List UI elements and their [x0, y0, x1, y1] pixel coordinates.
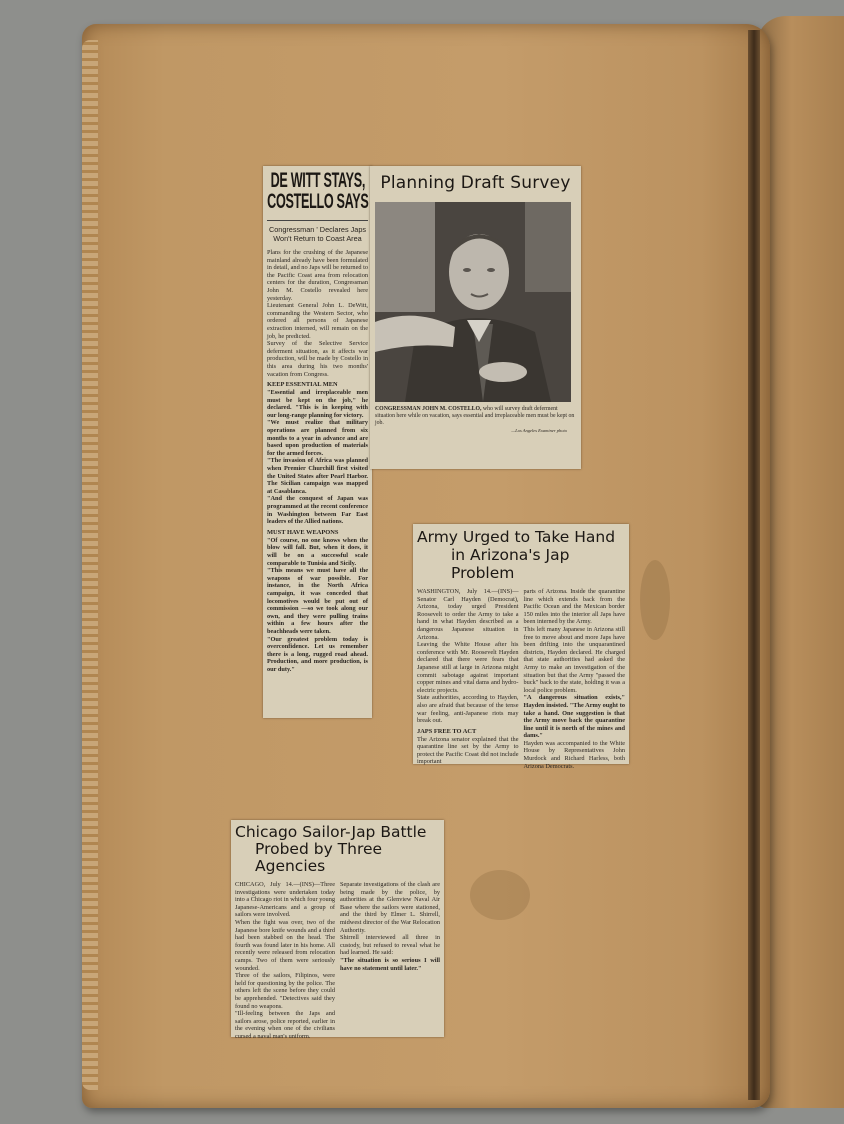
headline-line-2: in Arizona's Jap Problem	[451, 546, 570, 582]
paragraph: "Essential and irreplaceable men must be kept on the job," he declared. "This is in keeping with our long-range planning for victory.	[267, 389, 368, 419]
paragraph: "And the conquest of Japan was programmed at the recent conference in Washington between Far East leaders of the Allied nations.	[267, 495, 368, 526]
headline-line-2: COSTELLO SAYS	[266, 190, 369, 213]
paragraph: "The invasion of Africa was planned when Premier Churchill first visited the United States after Pearl Harbor. The Sicilian campaign was mapped at Casablanca.	[267, 457, 368, 495]
subheading: KEEP ESSENTIAL MEN	[267, 381, 338, 389]
caption-name: CONGRESSMAN JOHN M. COSTELLO,	[375, 406, 482, 412]
paragraph: Plans for the crushing of the Japanese mainland already have been formulated in detail, and no Japs will be returned to the Pacific Coast area from relocation centers for the duration, Congressman John M. Costello revealed here yesterday.	[267, 249, 368, 302]
paragraph: Lieutenant General John L. DeWitt, commanding the Western Sector, who ordered all persons of Japanese extraction interned, will remain on the job, he predicted.	[267, 302, 368, 340]
subheading: JAPS FREE TO ACT	[417, 727, 477, 735]
paragraph: Survey of the Selective Service deferment situation, as it affects war production, will be made by Costello in this area during his two months' vacation from Congress.	[267, 340, 368, 378]
paragraph: "Of course, no one knows when the blow will fall. But, when it does, it will be on a successful scale comparable to Tunisia and Sicily.	[267, 536, 368, 567]
paragraph: State authorities, according to Hayden, also are afraid that because of the tense war feeling, anti-Japanese riots may break out.	[417, 694, 519, 725]
page-edge	[82, 40, 98, 1090]
paragraph: "Ill-feeling between the Japs and sailors arose, police reported, earlier in the evening when one of the civilians cursed a naval man's uniform.	[235, 1010, 335, 1040]
book-spine	[748, 30, 760, 1100]
subheading: MUST HAVE WEAPONS	[267, 528, 339, 536]
clipping-chicago	[231, 820, 444, 1040]
headline-line-1: Chicago Sailor-Jap Battle	[235, 823, 427, 841]
paragraph: Separate investigations of the clash are being made by the police, by authorities at the Glenview Naval Air Base where the sailors were stationed, and the third by Elmer L. Shirrell, midwest director of the War Relocation Authority.	[340, 881, 440, 934]
photo-caption	[375, 406, 575, 434]
headline: Planning Draft Survey	[380, 173, 571, 193]
clipping-draft-survey	[370, 166, 581, 469]
headline-deck: Congressman ' Declares Japs Won't Return to Coast Area	[267, 220, 368, 243]
headline-line-1: Army Urged to Take Hand	[417, 528, 616, 546]
paragraph: CHICAGO, July 14.—(INS)—Three investigations were undertaken today into a Chicago riot in which four young Japanese-Americans and a group of sailors were involved.	[235, 881, 335, 919]
paragraph: Leaving the White House after his conference with Mr. Roosevelt Hayden declared that there were fears that Japanese still at large in Arizona might commit sabotage against important copper mines and vital dams and hydro-electric projects.	[417, 641, 519, 694]
paragraph: Three of the sailors, Filipinos, were held for questioning by the police. The others left the scene before they could be apprehended. "Detectives said they found no weapons.	[235, 972, 335, 1010]
paragraph: parts of Arizona. Inside the quarantine line which extends back from the Pacific Ocean and the Mexican border 150 miles into the interior all Japs have been interned by the Army.	[523, 588, 625, 626]
paragraph: The Arizona senator explained that the quarantine line set by the Army to protect the Pacific Coast did not include important	[417, 735, 519, 766]
paragraph: Shirrell interviewed all three in custody, but refused to reveal what he had learned. He said:	[340, 934, 440, 957]
paragraph: Hayden was accompanied to the White House by Representatives John Murdock and Richard Harless, both Arizona Democrats.	[523, 739, 625, 770]
caption-text: who will survey draft deferment situation here while on vacation, says essential and irreplaceable men must be kept on job.	[375, 406, 575, 426]
paragraph: WASHINGTON, July 14.—(INS)—Senator Carl Hayden (Democrat), Arizona, today urged President Roosevelt to order the Army to take a hand in what Hayden described as a dangerous Japanese situation in Arizona.	[417, 588, 519, 641]
clipping-dewitt	[263, 166, 372, 718]
paragraph: "The situation is so serious I will have no statement until later."	[340, 956, 440, 972]
headline-line-2: Probed by Three Agencies	[255, 840, 383, 875]
portrait-photo	[375, 202, 571, 402]
headline-line-1: DE WITT STAYS,	[270, 169, 365, 192]
paragraph: When the fight was over, two of the Japanese bore knife wounds and a third had been stabbed on the head. The fourth was found later in his home. All recently were released from relocation camps. Two of them were seriously wounded.	[235, 918, 335, 972]
paragraph: "We must realize that military operations are planned from six months to a year in advance and are based upon production of materials for the armed forces.	[267, 419, 368, 457]
paragraph: "Our greatest problem today is overconfidence. Let us remember there is a long, rugged road ahead. Production, and more production, is our duty."	[267, 635, 368, 673]
photo-credit: —Los Angeles Examiner photo	[511, 428, 567, 433]
paragraph: "A dangerous situation exists," Hayden insisted. "The Army ought to take a hand. One suggestion is that the Army move back the quarantine line until it is north of the mines and dams."	[523, 694, 625, 740]
paragraph: This left many Japanese in Arizona still free to move about and more Japs have been drifting into the unquarantined districts, Hayden declared. He charged that state authorities had asked the Army to make an investigation of the situation but that the Army "passed the buck" back to the state, holding it was a local police problem.	[523, 625, 625, 694]
stain	[640, 560, 670, 640]
stain	[470, 870, 530, 920]
paragraph: "This means we must have all the weapons of war possible. For instance, in the North Africa campaign, it was conceded that locomotives would be put out of commission —so we took along our own, and they were pulling trains within a few hours after the beachheads were taken.	[267, 567, 368, 635]
clipping-army-arizona	[413, 524, 629, 770]
